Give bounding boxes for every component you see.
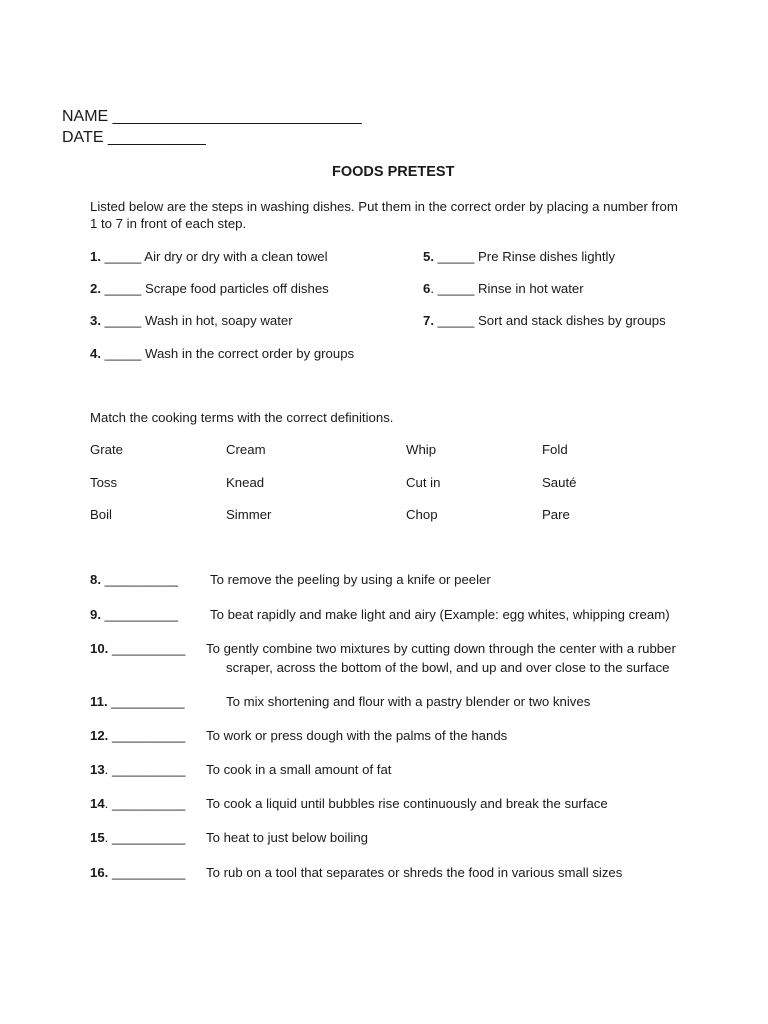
item-number: 9. bbox=[90, 607, 101, 622]
term: Simmer bbox=[226, 507, 272, 522]
answer-blank[interactable]: __________ bbox=[112, 641, 186, 656]
answer-blank[interactable]: _____ bbox=[437, 281, 475, 296]
name-field[interactable]: NAME ____________________________ bbox=[62, 108, 362, 125]
step-text: Sort and stack dishes by groups bbox=[478, 313, 666, 328]
step-item bbox=[90, 249, 328, 264]
step-number: 1. bbox=[90, 249, 101, 264]
definition-text: To mix shortening and flour with a pastry blender or two knives bbox=[226, 694, 591, 709]
answer-blank[interactable]: _____ bbox=[104, 346, 142, 361]
item-number: 8. bbox=[90, 572, 101, 587]
answer-blank[interactable]: __________ bbox=[111, 694, 185, 709]
step-number: 6 bbox=[423, 281, 431, 296]
term: Sauté bbox=[542, 475, 577, 490]
item-number: 16. bbox=[90, 865, 109, 880]
definition-text: To gently combine two mixtures by cutting down through the center with a rubber bbox=[206, 641, 676, 656]
answer-blank[interactable]: __________ bbox=[112, 728, 186, 743]
definition-text: To heat to just below boiling bbox=[206, 830, 369, 845]
term: Toss bbox=[90, 475, 118, 490]
step-item bbox=[90, 281, 329, 296]
definition-item bbox=[90, 641, 185, 656]
step-number: 5. bbox=[423, 249, 434, 264]
step-number: 4. bbox=[90, 346, 101, 361]
definition-text-cont: scraper, across the bottom of the bowl, and up and over close to the surface bbox=[226, 660, 670, 675]
term: Grate bbox=[90, 442, 123, 457]
item-number: 15 bbox=[90, 830, 105, 845]
definition-item bbox=[90, 572, 178, 587]
term: Cut in bbox=[406, 475, 441, 490]
answer-blank[interactable]: _____ bbox=[104, 281, 142, 296]
step-item bbox=[90, 346, 354, 361]
term: Fold bbox=[542, 442, 568, 457]
step-number: 3. bbox=[90, 313, 101, 328]
item-number: 14 bbox=[90, 796, 105, 811]
answer-blank[interactable]: _____ bbox=[437, 249, 475, 264]
step-item bbox=[423, 249, 615, 264]
definition-text: To cook a liquid until bubbles rise continuously and break the surface bbox=[206, 796, 608, 811]
term: Boil bbox=[90, 507, 112, 522]
answer-blank[interactable]: __________ bbox=[112, 830, 186, 845]
step-number: 2. bbox=[90, 281, 101, 296]
step-item bbox=[423, 313, 666, 328]
definition-text: To work or press dough with the palms of the hands bbox=[206, 728, 508, 743]
definition-item bbox=[90, 865, 185, 880]
step-text: Wash in the correct order by groups bbox=[145, 346, 355, 361]
definition-text: To cook in a small amount of fat bbox=[206, 762, 392, 777]
term: Knead bbox=[226, 475, 265, 490]
definition-text: To beat rapidly and make light and airy (Example: egg whites, whipping cream) bbox=[210, 607, 670, 622]
answer-blank[interactable]: __________ bbox=[112, 796, 186, 811]
definition-text: To rub on a tool that separates or shreds the food in various small sizes bbox=[206, 865, 623, 880]
definition-item bbox=[90, 728, 185, 743]
step-text: Pre Rinse dishes lightly bbox=[478, 249, 616, 264]
definition-item bbox=[90, 694, 185, 709]
item-number: 10. bbox=[90, 641, 109, 656]
step-text: Rinse in hot water bbox=[478, 281, 584, 296]
term: Pare bbox=[542, 507, 570, 522]
section1-instructions-cont: 1 to 7 in front of each step. bbox=[90, 216, 247, 231]
answer-blank[interactable]: __________ bbox=[112, 865, 186, 880]
section1-instructions: Listed below are the steps in washing dishes. Put them in the correct order by placing a number from bbox=[90, 199, 678, 214]
step-text: Wash in hot, soapy water bbox=[145, 313, 293, 328]
term: Whip bbox=[406, 442, 437, 457]
term: Chop bbox=[406, 507, 438, 522]
answer-blank[interactable]: _____ bbox=[104, 249, 142, 264]
step-text: Air dry or dry with a clean towel bbox=[144, 249, 328, 264]
definition-text: To remove the peeling by using a knife or peeler bbox=[210, 572, 491, 587]
answer-blank[interactable]: _____ bbox=[104, 313, 142, 328]
page-title: FOODS PRETEST bbox=[332, 164, 455, 180]
step-text: Scrape food particles off dishes bbox=[145, 281, 329, 296]
definition-item: 14. __________ bbox=[90, 796, 186, 811]
definition-item bbox=[90, 607, 178, 622]
section2-instructions: Match the cooking terms with the correct definitions. bbox=[90, 410, 394, 425]
step-number: 7. bbox=[423, 313, 434, 328]
answer-blank[interactable]: __________ bbox=[104, 572, 179, 587]
definition-item: 13. __________ bbox=[90, 762, 186, 777]
item-number: 13 bbox=[90, 762, 105, 777]
answer-blank[interactable]: __________ bbox=[104, 607, 179, 622]
term: Cream bbox=[226, 442, 266, 457]
step-item bbox=[90, 313, 293, 328]
date-field[interactable]: DATE ___________ bbox=[62, 129, 206, 146]
item-number: 12. bbox=[90, 728, 109, 743]
step-item: 6. _____ Rinse in hot water bbox=[423, 281, 584, 296]
definition-item: 15. __________ bbox=[90, 830, 186, 845]
item-number: 11. bbox=[90, 694, 108, 709]
answer-blank[interactable]: _____ bbox=[437, 313, 475, 328]
answer-blank[interactable]: __________ bbox=[112, 762, 186, 777]
